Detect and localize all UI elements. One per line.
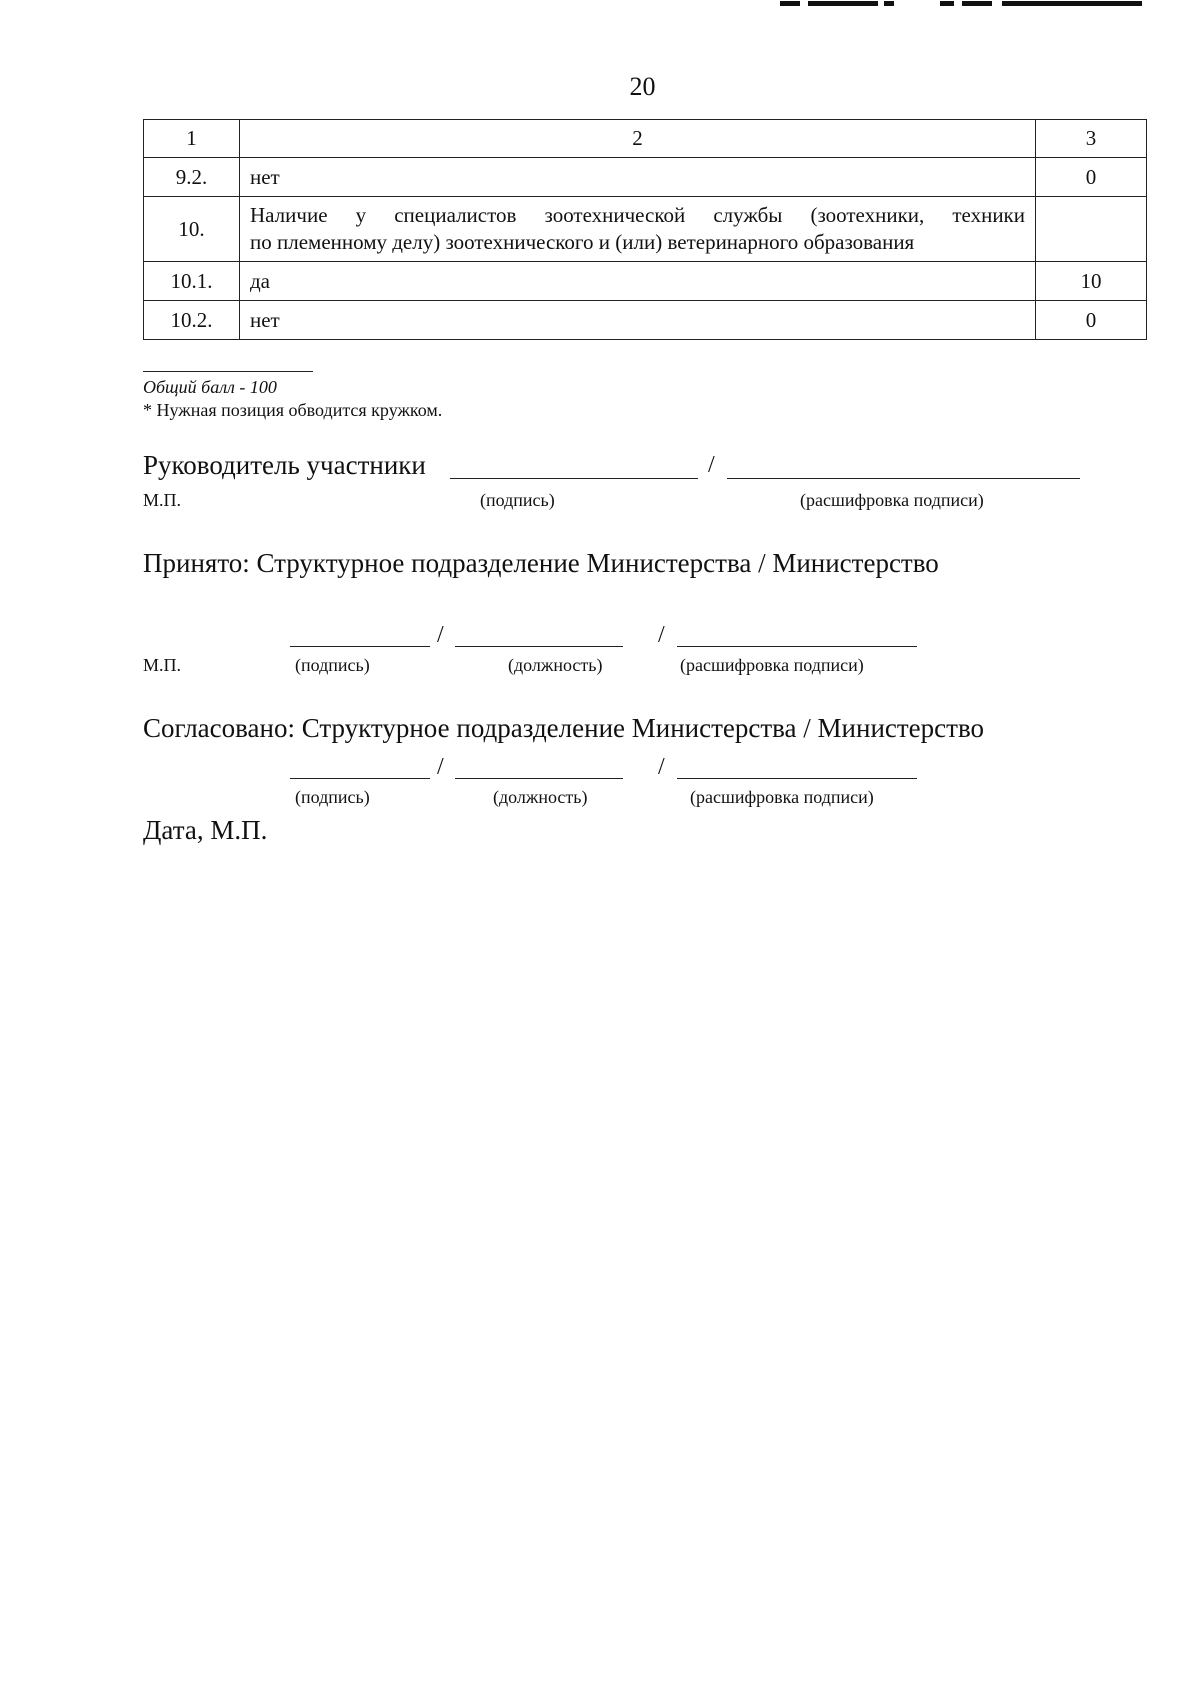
header-cell-2: 2 bbox=[240, 120, 1036, 158]
accepted-slash-2: / bbox=[658, 622, 665, 648]
row-score: 10 bbox=[1036, 262, 1147, 301]
agreed-decoding-caption: (расшифровка подписи) bbox=[690, 787, 874, 807]
row-number: 10. bbox=[144, 197, 240, 262]
page-number: 20 bbox=[629, 72, 656, 101]
criteria-table bbox=[143, 119, 1147, 340]
footnote-rule bbox=[143, 371, 313, 372]
agreed-signature-caption: (подпись) bbox=[295, 787, 370, 807]
participant-signature-caption: (подпись) bbox=[480, 490, 555, 510]
agreed-position-blank[interactable] bbox=[455, 778, 623, 779]
header-cell-1: 1 bbox=[144, 120, 240, 158]
row-text-line-1: Наличие у специалистов зоотехнической службы (зоотехники, техники bbox=[250, 203, 1025, 227]
agreed-slash-2: / bbox=[658, 754, 665, 780]
accepted-label: Принято: Структурное подразделение Министерства / Министерство bbox=[143, 548, 939, 578]
participant-mp: М.П. bbox=[143, 490, 182, 510]
row-score: 0 bbox=[1036, 301, 1147, 340]
agreed-position-caption: (должность) bbox=[493, 787, 588, 807]
participant-decoding-blank[interactable] bbox=[727, 478, 1080, 479]
footnote-note: * Нужная позиция обводится кружком. bbox=[143, 400, 443, 420]
date-mp: Дата, М.П. bbox=[143, 815, 268, 845]
accepted-decoding-blank[interactable] bbox=[677, 646, 917, 647]
accepted-slash-1: / bbox=[437, 622, 444, 648]
participant-label: Руководитель участники bbox=[143, 450, 426, 480]
table-row bbox=[144, 262, 1147, 301]
table-header-row bbox=[144, 120, 1147, 158]
agreed-label: Согласовано: Структурное подразделение Министерства / Министерство bbox=[143, 713, 985, 743]
row-text: нет bbox=[240, 301, 1036, 340]
scan-artifact-marks bbox=[780, 0, 1160, 8]
row-score bbox=[1036, 197, 1147, 262]
total-score: Общий балл - 100 bbox=[143, 377, 277, 397]
participant-signature-blank[interactable] bbox=[450, 478, 698, 479]
participant-decoding-caption: (расшифровка подписи) bbox=[800, 490, 984, 510]
accepted-signature-caption: (подпись) bbox=[295, 655, 370, 675]
accepted-position-caption: (должность) bbox=[508, 655, 603, 675]
row-text: да bbox=[240, 262, 1036, 301]
agreed-decoding-blank[interactable] bbox=[677, 778, 917, 779]
row-number: 10.1. bbox=[144, 262, 240, 301]
table-row bbox=[144, 158, 1147, 197]
row-text: нет bbox=[240, 158, 1036, 197]
agreed-slash-1: / bbox=[437, 754, 444, 780]
row-number: 9.2. bbox=[144, 158, 240, 197]
row-score: 0 bbox=[1036, 158, 1147, 197]
accepted-signature-blank[interactable] bbox=[290, 646, 430, 647]
agreed-signature-blank[interactable] bbox=[290, 778, 430, 779]
row-text bbox=[240, 197, 1036, 262]
row-number: 10.2. bbox=[144, 301, 240, 340]
table-row bbox=[144, 197, 1147, 262]
accepted-position-blank[interactable] bbox=[455, 646, 623, 647]
row-text-line-2: по племенному делу) зоотехнического и (или) ветеринарного образования bbox=[250, 230, 915, 254]
accepted-decoding-caption: (расшифровка подписи) bbox=[680, 655, 864, 675]
header-cell-3: 3 bbox=[1036, 120, 1147, 158]
accepted-mp: М.П. bbox=[143, 655, 182, 675]
participant-slash: / bbox=[708, 452, 715, 478]
table-row bbox=[144, 301, 1147, 340]
